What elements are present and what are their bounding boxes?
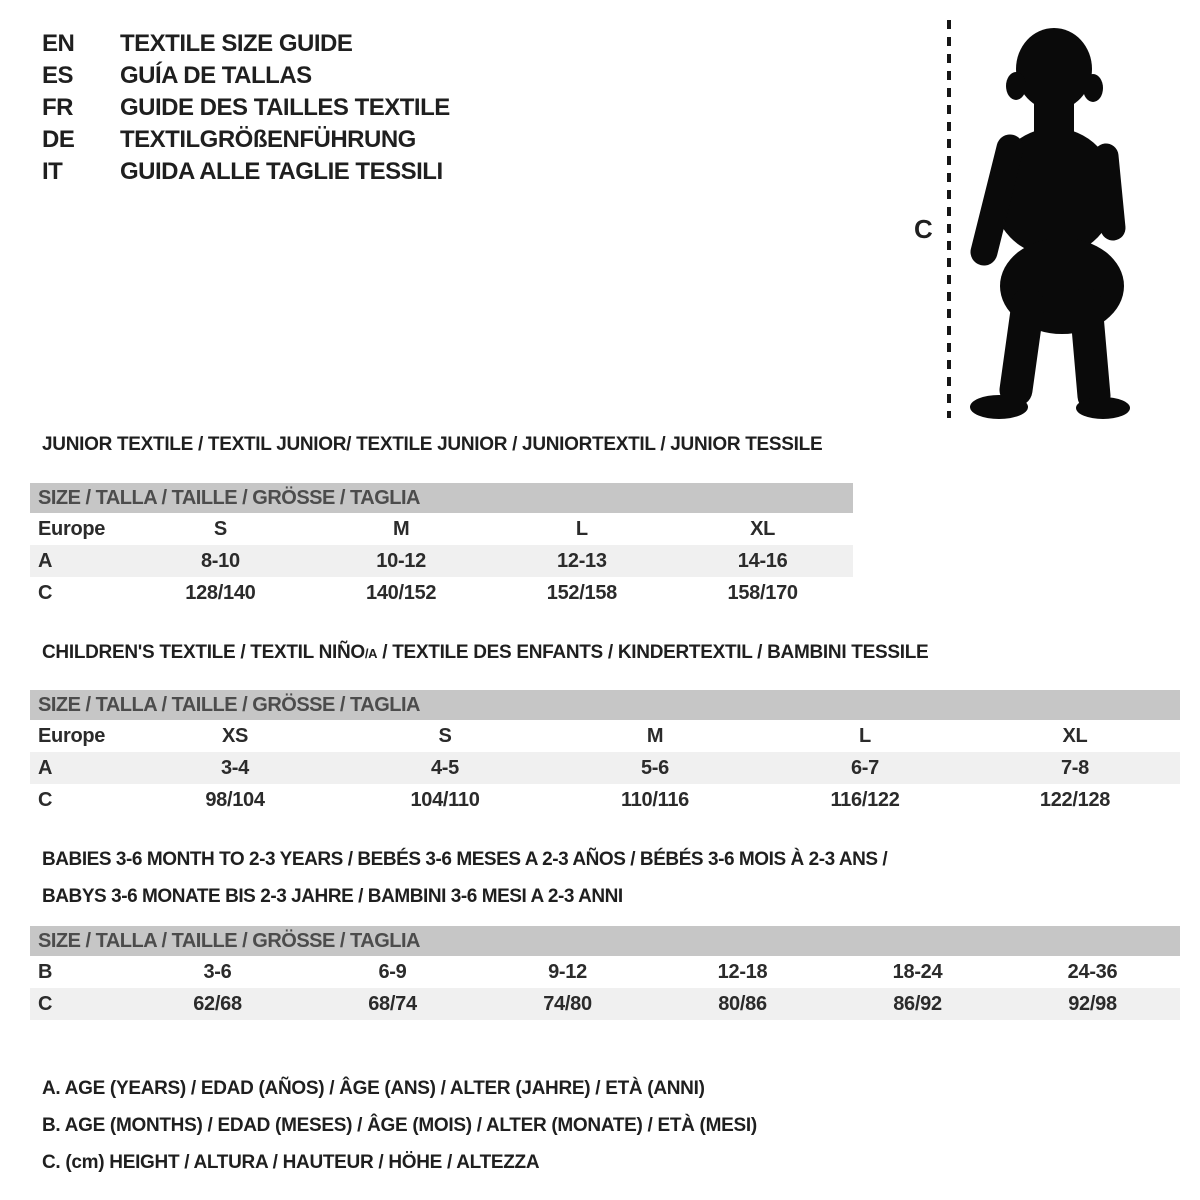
children-heading-pre: CHILDREN'S TEXTILE / TEXTIL NIÑO bbox=[42, 642, 365, 663]
table-cell: L bbox=[575, 518, 588, 540]
table-cell: 6-7 bbox=[850, 757, 879, 779]
language-code: IT bbox=[42, 158, 63, 185]
children-heading-sub: /A bbox=[364, 646, 378, 661]
table-cell: XL bbox=[1062, 725, 1088, 747]
measurement-legend bbox=[42, 1070, 757, 1181]
table-cell: 116/122 bbox=[830, 789, 900, 811]
table-cell: 104/110 bbox=[410, 789, 480, 811]
table-cell: 12-18 bbox=[717, 961, 768, 983]
row-label: B bbox=[38, 961, 53, 983]
table-cell: 128/140 bbox=[185, 582, 256, 604]
height-measure-label: C bbox=[914, 214, 933, 244]
children-row-height bbox=[30, 784, 1180, 816]
junior-size-header-bar: SIZE / TALLA / TAILLE / GRÖSSE / TAGLIA bbox=[30, 483, 853, 513]
babies-row-height bbox=[30, 988, 1180, 1020]
table-cell: XS bbox=[221, 725, 249, 747]
table-cell: 3-6 bbox=[203, 961, 232, 983]
table-cell: 8-10 bbox=[200, 550, 240, 572]
language-code: ES bbox=[42, 62, 74, 89]
table-cell: L bbox=[859, 725, 871, 747]
row-label: A bbox=[38, 550, 53, 572]
legend-line-c: C. (cm) HEIGHT / ALTURA / HAUTEUR / HÖHE / ALTEZZA bbox=[42, 1152, 540, 1173]
table-cell: 24-36 bbox=[1067, 961, 1118, 983]
junior-row-europe bbox=[30, 513, 853, 545]
row-label: Europe bbox=[38, 725, 106, 747]
babies-heading-line1: BABIES 3-6 MONTH TO 2-3 YEARS / BEBÉS 3-6 MESES A 2-3 AÑOS / BÉBÉS 3-6 MOIS À 2-3 ANS / bbox=[42, 849, 888, 870]
junior-size-table bbox=[30, 483, 853, 609]
table-cell: 68/74 bbox=[368, 993, 417, 1015]
table-cell: 152/158 bbox=[546, 582, 617, 604]
junior-row-age bbox=[30, 545, 853, 577]
toddler-silhouette-shapes bbox=[970, 28, 1130, 419]
legend-line-b: B. AGE (MONTHS) / EDAD (MESES) / ÂGE (MOIS) / ALTER (MONATE) / ETÀ (MESI) bbox=[42, 1115, 757, 1136]
language-row-it bbox=[42, 156, 450, 188]
table-cell: 62/68 bbox=[193, 993, 242, 1015]
table-cell: 12-13 bbox=[557, 550, 607, 572]
table-cell: 92/98 bbox=[1068, 993, 1117, 1015]
table-cell: 158/170 bbox=[727, 582, 798, 604]
table-cell: 6-9 bbox=[378, 961, 407, 983]
table-cell: XL bbox=[750, 518, 776, 540]
babies-heading-line2: BABYS 3-6 MONATE BIS 2-3 JAHRE / BAMBINI 3-6 MESI A 2-3 ANNI bbox=[42, 886, 623, 907]
children-heading-post: / TEXTILE DES ENFANTS / KINDERTEXTIL / BAMBINI TESSILE bbox=[377, 642, 929, 663]
language-code: EN bbox=[42, 30, 75, 57]
table-cell: 122/128 bbox=[1039, 789, 1111, 811]
height-measure-dashed-line bbox=[947, 20, 951, 418]
babies-row-months bbox=[30, 956, 1180, 988]
page-title-it: GUIDA ALLE TAGLIE TESSILI bbox=[120, 158, 443, 185]
children-row-age bbox=[30, 752, 1180, 784]
table-cell: 3-4 bbox=[220, 757, 249, 779]
table-cell: 86/92 bbox=[893, 993, 942, 1015]
table-cell: 80/86 bbox=[718, 993, 767, 1015]
row-label: C bbox=[38, 993, 53, 1015]
table-cell: 5-6 bbox=[640, 757, 669, 779]
table-cell: M bbox=[646, 725, 664, 747]
table-cell: 98/104 bbox=[205, 789, 265, 811]
table-cell: 18-24 bbox=[892, 961, 943, 983]
table-cell: M bbox=[392, 518, 410, 540]
page-title: TEXTILE SIZE GUIDE bbox=[120, 30, 353, 57]
children-row-europe bbox=[30, 720, 1180, 752]
table-cell: 74/80 bbox=[543, 993, 592, 1015]
table-cell: 4-5 bbox=[430, 757, 459, 779]
table-cell: 9-12 bbox=[548, 961, 587, 983]
junior-row-height bbox=[30, 577, 853, 609]
page-title-es: GUÍA DE TALLAS bbox=[120, 62, 312, 89]
row-label: Europe bbox=[38, 518, 106, 540]
language-code: FR bbox=[42, 94, 73, 121]
children-section-heading bbox=[42, 642, 928, 664]
toddler-silhouette-icon bbox=[966, 16, 1142, 420]
babies-size-header-bar: SIZE / TALLA / TAILLE / GRÖSSE / TAGLIA bbox=[30, 926, 1180, 956]
language-row-en bbox=[42, 28, 450, 60]
page-title-de: TEXTILGRÖßENFÜHRUNG bbox=[120, 126, 416, 153]
row-label: C bbox=[38, 789, 53, 811]
language-row-es bbox=[42, 60, 450, 92]
page-title-fr: GUIDE DES TAILLES TEXTILE bbox=[120, 94, 450, 121]
legend-line-a: A. AGE (YEARS) / EDAD (AÑOS) / ÂGE (ANS) / ALTER (JAHRE) / ETÀ (ANNI) bbox=[42, 1078, 705, 1099]
table-cell: S bbox=[213, 518, 227, 540]
language-code: DE bbox=[42, 126, 75, 153]
language-row-de bbox=[42, 124, 450, 156]
baby-height-figure bbox=[900, 14, 1150, 422]
babies-size-table bbox=[30, 926, 1180, 1020]
children-size-table bbox=[30, 690, 1180, 816]
table-cell: 7-8 bbox=[1060, 757, 1089, 779]
table-cell: 10-12 bbox=[376, 550, 426, 572]
language-row-fr bbox=[42, 92, 450, 124]
babies-section-heading bbox=[42, 841, 887, 915]
table-cell: 140/152 bbox=[366, 582, 437, 604]
children-size-header-bar: SIZE / TALLA / TAILLE / GRÖSSE / TAGLIA bbox=[30, 690, 1180, 720]
language-title-list bbox=[42, 28, 450, 188]
junior-section-heading: JUNIOR TEXTILE / TEXTIL JUNIOR/ TEXTILE JUNIOR / JUNIORTEXTIL / JUNIOR TESSILE bbox=[42, 434, 823, 455]
table-cell: 14-16 bbox=[737, 550, 788, 572]
table-cell: S bbox=[438, 725, 452, 747]
row-label: C bbox=[38, 582, 53, 604]
row-label: A bbox=[38, 757, 53, 779]
table-cell: 110/116 bbox=[621, 789, 689, 811]
